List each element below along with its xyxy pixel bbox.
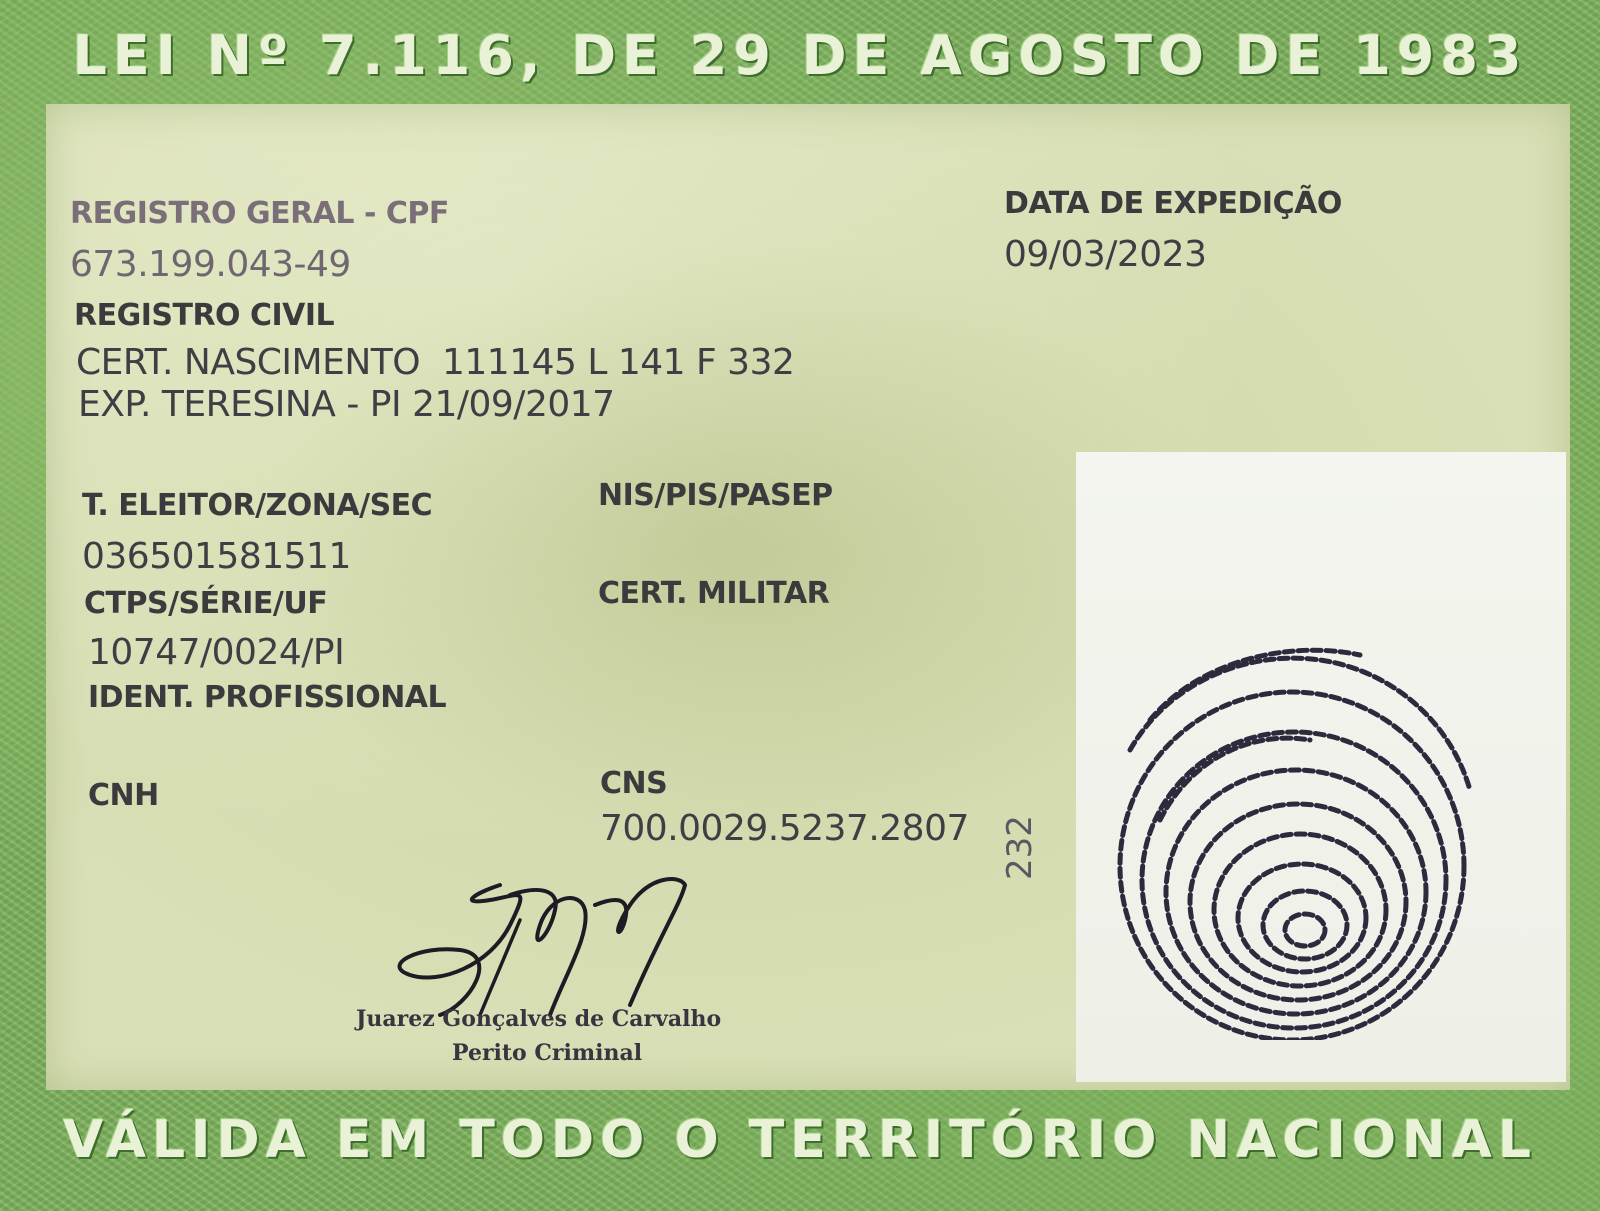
ctps-label: CTPS/SÉRIE/UF: [84, 586, 328, 621]
cpf-label: REGISTRO GERAL - CPF: [70, 196, 449, 231]
signature-graphic: [380, 865, 710, 1025]
issue-date-label: DATA DE EXPEDIÇÃO: [1004, 186, 1342, 221]
nis-label: NIS/PIS/PASEP: [598, 478, 833, 513]
issue-date-value: 09/03/2023: [1004, 234, 1207, 275]
validity-banner: VÁLIDA EM TODO O TERRITÓRIO NACIONAL: [63, 1110, 1537, 1170]
voter-id-label: T. ELEITOR/ZONA/SEC: [82, 488, 433, 523]
cns-value: 700.0029.5237.2807: [600, 808, 969, 849]
law-banner: LEI Nº 7.116, DE 29 DE AGOSTO DE 1983: [72, 24, 1528, 87]
signatory-title: Perito Criminal: [452, 1040, 643, 1066]
ctps-value: 10747/0024/PI: [88, 632, 345, 673]
cnh-label: CNH: [88, 778, 159, 813]
side-number: 232: [1000, 815, 1040, 880]
professional-id-label: IDENT. PROFISSIONAL: [88, 680, 447, 715]
fingerprint-icon: [1090, 640, 1510, 1040]
signatory-name: Juarez Gonçalves de Carvalho: [356, 1006, 722, 1032]
civil-registry-line2: EXP. TERESINA - PI 21/09/2017: [78, 384, 615, 425]
voter-id-value: 036501581511: [82, 536, 351, 577]
cns-label: CNS: [600, 766, 668, 801]
civil-registry-label: REGISTRO CIVIL: [74, 298, 335, 333]
military-cert-label: CERT. MILITAR: [598, 576, 830, 611]
cpf-value: 673.199.043-49: [70, 244, 351, 285]
civil-registry-line1: CERT. NASCIMENTO 111145 L 141 F 332: [76, 342, 795, 383]
